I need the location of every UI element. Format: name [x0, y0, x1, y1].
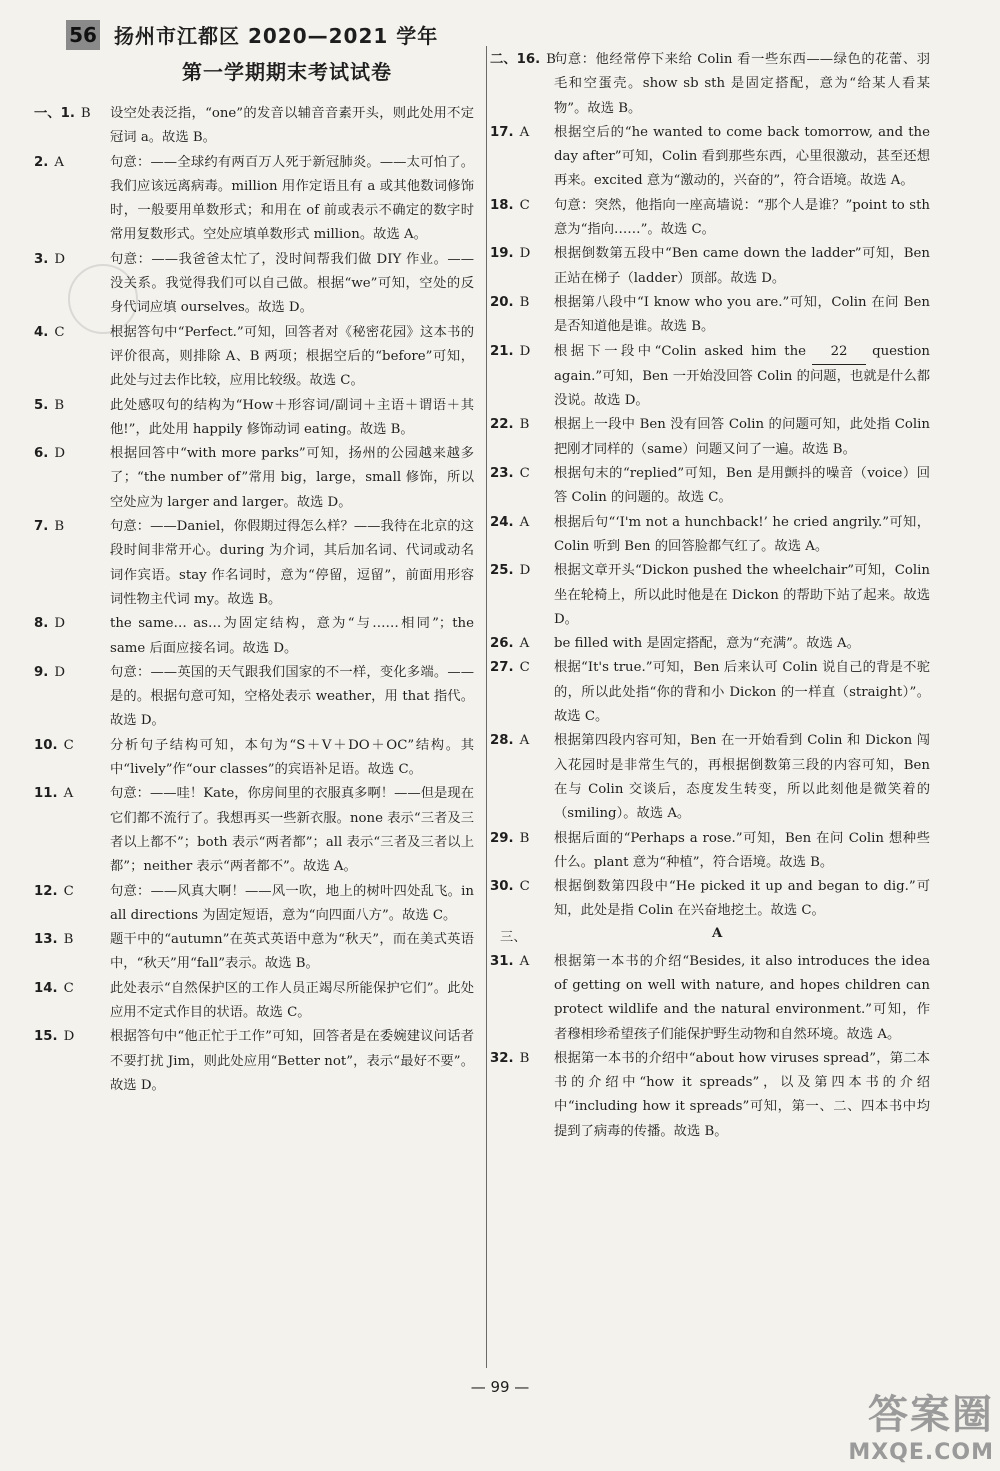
answer-lead — [34, 928, 73, 952]
section-three-label: 三、 — [500, 929, 527, 945]
question-number: 17. — [490, 124, 514, 140]
answer-explanation: 根据第四段内容可知，Ben 在一开始看到 Colin 和 Dickon 闯入花园时是非常生气的，再根据倒数第三段的内容可知，Ben 在与 Colin 交谈后，态度发生转变，所以此刻他是微笑着的（smiling）。故选 A。 — [554, 733, 930, 822]
answer-choice: B — [80, 106, 91, 121]
answer-choice: D — [63, 1029, 75, 1045]
answer-explanation: 根据倒数第四段中“He picked it up and began to dig.”可知，此处是指 Colin 在兴奋地挖土。故选 C。 — [554, 879, 930, 919]
watermark-line1: 答案圈 — [868, 1392, 994, 1438]
answer-lead — [490, 462, 530, 486]
answer-lead — [34, 782, 73, 806]
question-number: 25. — [490, 563, 514, 579]
passage-label: A — [712, 925, 723, 941]
answer-explanation: 此处表示“自然保护区的工作人员正竭尽所能保护它们”。此处应用不定式作目的状语。故选 C。 — [110, 980, 474, 1020]
explanation-part: question again.”可知，Ben 一开始没回答 Colin 的问题，也就是什么都没说。故选 D。 — [554, 343, 930, 409]
answer-lead — [490, 827, 529, 851]
answer-choice: D — [519, 343, 531, 359]
answer-choice: B — [63, 932, 74, 948]
answer-explanation: 根据第八段中“I know who you are.”可知，Colin 在问 Ben 是否知道他是谁。故选 B。 — [554, 294, 930, 335]
answer-lead — [34, 321, 65, 345]
question-number: 10. — [34, 737, 58, 753]
question-number: 27. — [490, 660, 514, 676]
answer-lead — [490, 413, 529, 437]
answer-explanation: 根据文章开头“Dickon pushed the wheelchair”可知，Colin 坐在轮椅上，所以此时他是在 Dickon 的帮助下站了起来。故选 D。 — [554, 563, 930, 627]
answer-explanation: 句意：突然，他指向一座高墙说：“那个人是谁？”point to sth 意为“指向……”。故选 C。 — [554, 197, 930, 238]
answer-choice: C — [63, 980, 74, 996]
question-number: 26. — [490, 636, 514, 652]
answer-choice: A — [519, 124, 530, 140]
exam-number-badge: 56 — [66, 20, 100, 50]
answer-lead — [34, 977, 74, 1001]
answer-entry — [34, 734, 474, 783]
answer-choice: D — [54, 664, 65, 680]
answer-entry — [34, 612, 474, 661]
answer-lead — [490, 48, 556, 72]
answer-entry — [490, 291, 930, 340]
question-number: 22. — [490, 417, 514, 433]
answer-entry — [490, 462, 930, 511]
answer-choice: D — [519, 563, 531, 579]
answer-choice: B — [54, 519, 65, 535]
answer-lead — [490, 121, 529, 145]
question-number: 20. — [490, 294, 514, 310]
answer-choice: C — [63, 737, 74, 753]
answer-choice: B — [519, 830, 530, 846]
answer-explanation — [554, 340, 930, 414]
answer-entry — [490, 656, 930, 729]
answer-explanation: 句意：——我爸爸太忙了，没时间帮我们做 DIY 作业。——没关系。我觉得我们可以自己做。根据“we”可知，空处的反身代词应填 ourselves。故选 D。 — [110, 251, 474, 316]
answer-entry — [490, 632, 930, 656]
answer-entry — [34, 102, 474, 151]
question-number: 12. — [34, 883, 58, 899]
watermark-logo — [848, 1383, 994, 1465]
answer-choice: A — [519, 514, 530, 530]
answer-choice: A — [54, 154, 64, 170]
answer-lead — [490, 875, 530, 899]
answer-entry — [34, 928, 474, 977]
answer-choice: C — [519, 879, 530, 895]
answer-entry — [490, 729, 930, 826]
answer-choice: A — [519, 636, 530, 652]
question-number: 32. — [490, 1050, 514, 1066]
answer-choice: C — [63, 883, 74, 899]
answer-lead — [490, 291, 529, 315]
exam-title-line1: 扬州市江都区 2020—2021 学年 — [114, 24, 439, 48]
answer-explanation: 根据后句“‘I'm not a hunchback!’ he cried angrily.”可知，Colin 听到 Ben 的回答脸都气红了。故选 A。 — [554, 514, 930, 554]
answer-explanation: 句意：——风真大啊！——风一吹，地上的树叶四处乱飞。in all directions 为固定短语，意为“向四面八方”。故选 C。 — [110, 883, 474, 923]
left-column — [34, 23, 474, 1098]
answer-explanation: be filled with 是固定搭配，意为“充满”。故选 A。 — [554, 636, 860, 652]
answer-choice: C — [54, 324, 65, 340]
question-number: 23. — [490, 466, 514, 482]
answer-entry — [34, 1025, 474, 1098]
answer-lead — [34, 151, 64, 175]
answer-lead — [490, 729, 529, 753]
answer-choice: B — [519, 417, 530, 433]
answer-choice: A — [519, 953, 530, 969]
question-number: 11. — [34, 786, 58, 802]
answer-lead — [490, 656, 530, 680]
question-number: 19. — [490, 246, 514, 262]
answer-explanation: 句意：他经常停下来给 Colin 看一些东西——绿色的花蕾、羽毛和空蛋壳。show sb sth 是固定搭配，意为“给某人看某物”。故选 B。 — [554, 52, 930, 116]
answer-choice: C — [519, 197, 530, 213]
answer-lead — [34, 880, 74, 904]
question-number: 15. — [34, 1029, 58, 1045]
answer-entry — [34, 151, 474, 248]
answer-choice: A — [519, 733, 530, 749]
page-number: — 99 — — [470, 1378, 530, 1396]
question-number: 9. — [34, 664, 49, 680]
answer-entry — [34, 248, 474, 321]
right-column — [490, 48, 930, 1144]
answer-entry — [34, 394, 474, 443]
answer-choice: B — [519, 294, 530, 310]
answer-entry — [490, 242, 930, 291]
answer-explanation: the same… as…为固定结构，意为“与……相同”；the same 后面应接名词。故选 D。 — [110, 616, 474, 656]
section-three-header — [490, 924, 930, 950]
answer-lead — [34, 1025, 74, 1049]
question-number: 7. — [34, 519, 49, 535]
answer-lead — [34, 661, 65, 685]
question-number: 4. — [34, 324, 49, 340]
answer-entry — [490, 48, 930, 121]
answer-explanation: 根据倒数第五段中“Ben came down the ladder”可知，Ben 正站在梯子（ladder）顶部。故选 D。 — [554, 246, 930, 286]
answer-entry — [490, 559, 930, 632]
answer-choice: D — [519, 246, 531, 262]
question-number: 13. — [34, 932, 58, 948]
answer-explanation: 根据第一本书的介绍“Besides, it also introduces the idea of getting on well with nature, and hopes children can protect wildlife and the natural environment.”可知，作者穆相珍希望孩子们能保护野生动物和自然环境。故选 A。 — [554, 953, 930, 1042]
question-number: 29. — [490, 830, 514, 846]
question-number: 31. — [490, 953, 514, 969]
answer-lead — [490, 242, 530, 266]
answer-entry — [34, 977, 474, 1026]
answer-entry — [490, 511, 930, 560]
answer-entry — [490, 827, 930, 876]
answer-choice: B — [546, 52, 556, 67]
answer-choice: A — [63, 786, 74, 802]
answer-entry — [34, 515, 474, 612]
answer-entry — [490, 875, 930, 924]
answer-entry — [490, 194, 930, 243]
answer-entry — [490, 340, 930, 414]
answer-entry — [34, 321, 474, 394]
answer-explanation: 根据后面的“Perhaps a rose.”可知，Ben 在问 Colin 想种些什么。plant 意为“种植”，符合语境。故选 B。 — [554, 830, 930, 870]
answer-lead — [34, 612, 65, 636]
column-divider — [486, 46, 487, 1368]
question-number: 24. — [490, 514, 514, 530]
answer-explanation: 根据空后的“he wanted to come back tomorrow, and the day after”可知，Colin 看到那些东西，心里很激动，甚至还想再来。excited 意为“激动的，兴奋的”，符合语境。故选 A。 — [554, 124, 930, 189]
watermark-line2: MXQE.COM — [848, 1440, 994, 1465]
answer-entry — [490, 413, 930, 462]
answer-entry — [490, 950, 930, 1047]
answer-lead — [490, 511, 529, 535]
answer-entry — [490, 1047, 930, 1144]
answer-lead — [34, 394, 64, 418]
fill-blank: 22 — [812, 340, 866, 365]
question-number: 6. — [34, 446, 49, 462]
explanation-part: 根据下一段中“Colin asked him the — [554, 343, 807, 359]
exam-title-block — [34, 12, 474, 102]
answer-entry — [34, 442, 474, 515]
left-answer-list — [34, 102, 474, 1098]
right-answer-list-section3 — [490, 950, 930, 1144]
answer-explanation: 句意：——全球约有两百万人死于新冠肺炎。——太可怕了。我们应该远离病毒。million 用作定语且有 a 或其他数词修饰时，一般要用单数形式；和用在 of 前或表示不确定的数字时常用复数形式。空处应填单数形式 million。故选 A。 — [110, 154, 474, 243]
answer-lead — [34, 248, 65, 272]
answer-lead — [490, 1047, 529, 1071]
answer-explanation: 设空处表泛指，“one”的发音以辅音音素开头，则此处用不定冠词 a。故选 B。 — [110, 106, 474, 146]
question-number: 18. — [490, 197, 514, 213]
answer-choice: C — [519, 660, 530, 676]
answer-explanation: 句意：——英国的天气跟我们国家的不一样，变化多端。——是的。根据句意可知，空格处表示 weather，用 that 指代。故选 D。 — [110, 664, 474, 729]
answer-lead — [34, 102, 91, 126]
question-number: 30. — [490, 879, 514, 895]
answer-entry — [34, 880, 474, 929]
answer-lead — [34, 515, 64, 539]
question-number: 二、16. — [490, 52, 541, 67]
answer-entry — [490, 121, 930, 194]
answer-choice: D — [54, 616, 65, 632]
answer-explanation: 题干中的“autumn”在英式英语中意为“秋天”，而在美式英语中，“秋天”用“fall”表示。故选 B。 — [110, 932, 474, 972]
answer-choice: D — [54, 446, 65, 462]
answer-entry — [34, 782, 474, 879]
answer-entry — [34, 661, 474, 734]
answer-explanation: 句意：——哇！Kate，你房间里的衣服真多啊！——但是现在它们都不流行了。我想再买一些新衣服。none 表示“三者及三者以上都不”；both 表示“两者都”；all 表示“三者及三者以上都”；neither 表示“两者都不”。故选 A。 — [110, 786, 474, 875]
answer-explanation: 句意：——Daniel，你假期过得怎么样？——我待在北京的这段时间非常开心。during 为介词，其后加名词、代词或动名词作宾语。stay 作名词时，意为“停留，逗留”，前面用形容词性物主代词 my。故选 B。 — [110, 519, 474, 607]
answer-lead — [490, 194, 530, 218]
answer-explanation: 分析句子结构可知，本句为“S＋V＋DO＋OC”结构。其中“lively”作“our classes”的宾语补足语。故选 C。 — [110, 737, 474, 778]
answer-explanation: 根据上一段中 Ben 没有回答 Colin 的问题可知，此处指 Colin 把刚才同样的（same）问题又问了一遍。故选 B。 — [554, 417, 930, 457]
answer-lead — [34, 734, 74, 758]
question-number: 一、1. — [34, 106, 75, 121]
answer-lead — [490, 632, 529, 656]
right-answer-list — [490, 48, 930, 924]
answer-explanation: 根据“It's true.”可知，Ben 后来认可 Colin 说自己的背是不驼的，所以此处指“你的背和小 Dickon 的一样直（straight）”。故选 C。 — [554, 660, 930, 725]
answer-lead — [490, 559, 530, 583]
answer-explanation: 根据答句中“他正忙于工作”可知，回答者是在委婉建议问话者不要打扰 Jim，则此处应用“Better not”，表示“最好不要”。故选 D。 — [110, 1029, 474, 1093]
answer-explanation: 根据第一本书的介绍中“about how viruses spread”，第二本书的介绍中“how it spreads”，以及第四本书的介绍中“including how it spreads”可知，第一、二、四本书中均提到了病毒的传播。故选 B。 — [554, 1050, 930, 1139]
question-number: 8. — [34, 616, 49, 632]
question-number: 14. — [34, 980, 58, 996]
question-number: 21. — [490, 343, 514, 359]
question-number: 3. — [34, 251, 49, 267]
answer-choice: C — [519, 466, 530, 482]
question-number: 28. — [490, 733, 514, 749]
answer-choice: D — [54, 251, 65, 267]
answer-explanation: 根据答句中“Perfect.”可知，回答者对《秘密花园》这本书的评价很高，则排除 A、B 两项；根据空后的“before”可知，此处与过去作比较，应用比较级。故选 C。 — [110, 324, 474, 389]
exam-title-line2: 第一学期期末考试试卷 — [182, 60, 392, 84]
answer-choice: B — [54, 397, 65, 413]
answer-explanation: 根据回答中“with more parks”可知，扬州的公园越来越多了；“the number of”常用 big，large，small 修饰，所以空处应为 larger and larger。故选 D。 — [110, 446, 474, 510]
answer-explanation: 根据句末的“replied”可知，Ben 是用颤抖的噪音（voice）回答 Colin 的问题的。故选 C。 — [554, 466, 930, 506]
question-number: 2. — [34, 154, 49, 170]
answer-choice: B — [519, 1050, 530, 1066]
answer-lead — [490, 340, 530, 364]
question-number: 5. — [34, 397, 49, 413]
answer-explanation: 此处感叹句的结构为“How＋形容词/副词＋主语＋谓语＋其他!”，此处用 happily 修饰动词 eating。故选 B。 — [110, 397, 474, 437]
answer-lead — [490, 950, 529, 974]
answer-lead — [34, 442, 65, 466]
